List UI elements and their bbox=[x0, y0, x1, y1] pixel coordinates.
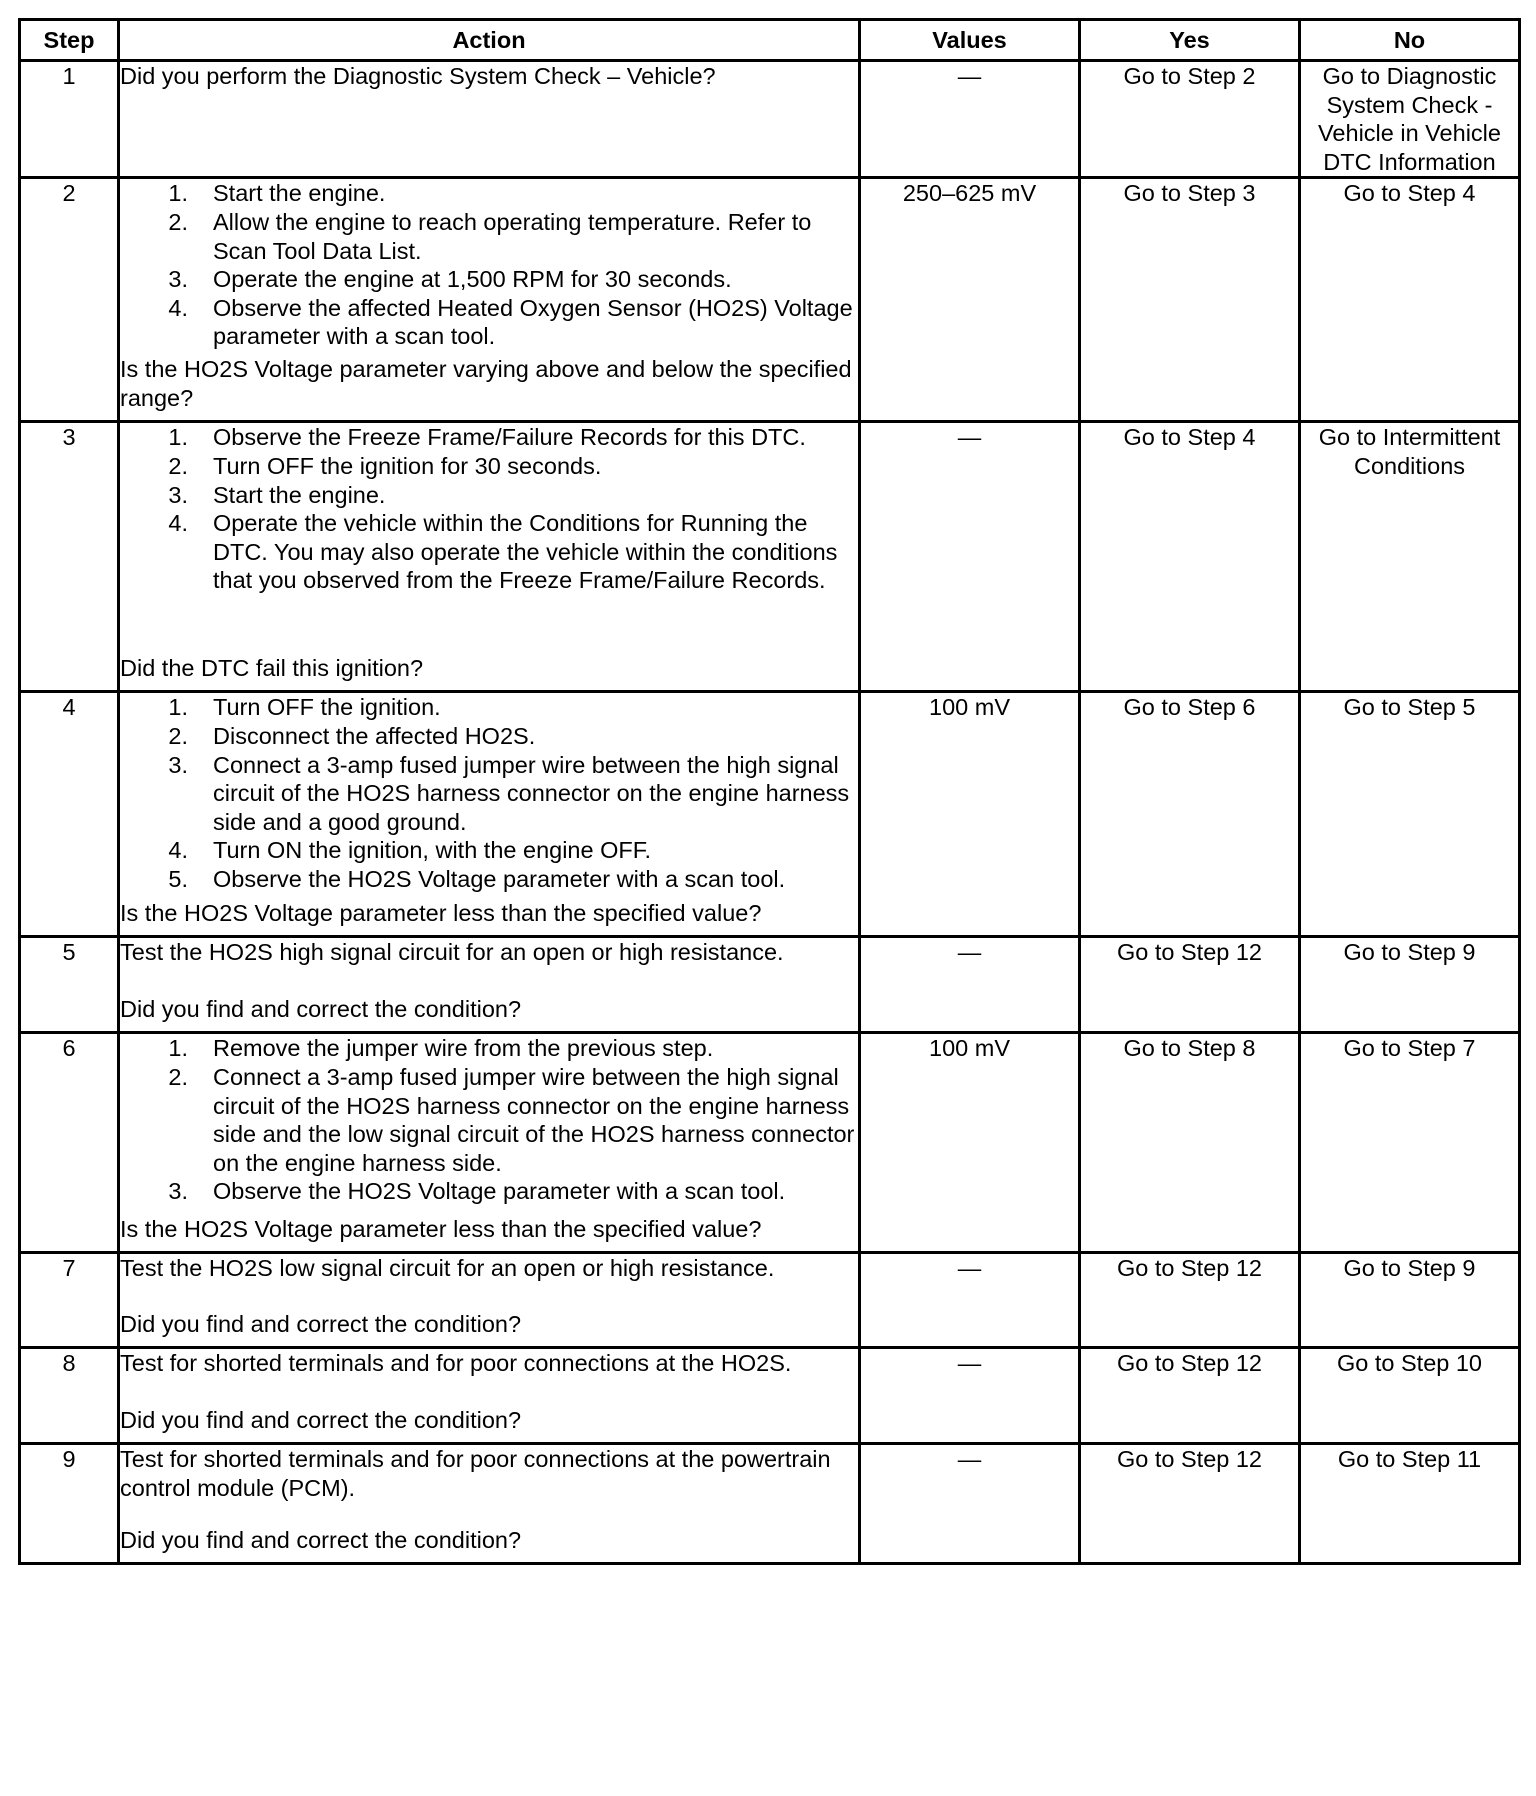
yes-cell: Go to Step 3 bbox=[1080, 178, 1300, 422]
action-intro: Test the HO2S high signal circuit for an open or high resistance. bbox=[120, 939, 784, 966]
value-cell: — bbox=[860, 1444, 1080, 1564]
action-content bbox=[120, 1034, 858, 1243]
action-content bbox=[120, 693, 858, 927]
item-text: Operate the vehicle within the Conditions for Running the DTC. You may also operate the vehicle within the conditions that you observed from the Freeze Frame/Failure Records. bbox=[213, 510, 838, 594]
no-cell: Go to Step 4 bbox=[1300, 178, 1520, 422]
value-cell: — bbox=[860, 1348, 1080, 1444]
item-text: Turn ON the ignition, with the engine OFF. bbox=[213, 837, 652, 864]
no-cell: Go to Step 7 bbox=[1300, 1033, 1520, 1253]
value-cell: — bbox=[860, 1253, 1080, 1348]
action-cell bbox=[119, 178, 860, 422]
item-number: 3. bbox=[168, 266, 188, 293]
value-cell: 100 mV bbox=[860, 1033, 1080, 1253]
item-number: 2. bbox=[168, 722, 188, 749]
action-top bbox=[120, 179, 858, 351]
action-content bbox=[120, 938, 858, 1023]
action-top bbox=[120, 62, 858, 91]
action-list-item bbox=[120, 693, 858, 722]
action-top bbox=[120, 1254, 858, 1283]
item-text: Allow the engine to reach operating temperature. Refer to Scan Tool Data List. bbox=[213, 208, 812, 264]
no-cell: Go to Step 10 bbox=[1300, 1348, 1520, 1444]
item-text: Operate the engine at 1,500 RPM for 30 seconds. bbox=[213, 266, 732, 293]
action-intro: Test the HO2S low signal circuit for an open or high resistance. bbox=[120, 1255, 775, 1282]
no-cell: Go to Step 9 bbox=[1300, 1253, 1520, 1348]
item-text: Disconnect the affected HO2S. bbox=[213, 722, 536, 749]
value-cell: 100 mV bbox=[860, 692, 1080, 937]
item-text: Start the engine. bbox=[213, 481, 386, 508]
header-yes: Yes bbox=[1080, 20, 1300, 61]
action-top bbox=[120, 1445, 858, 1502]
action-list-item bbox=[120, 179, 858, 208]
action-list-item bbox=[120, 751, 858, 837]
item-text: Start the engine. bbox=[213, 180, 386, 207]
action-list-item bbox=[120, 208, 858, 265]
action-list-item bbox=[120, 1177, 858, 1206]
step-number: 8 bbox=[20, 1348, 119, 1444]
action-top bbox=[120, 1349, 858, 1378]
action-content bbox=[120, 1254, 858, 1338]
action-top bbox=[120, 938, 858, 967]
action-top bbox=[120, 1034, 858, 1206]
item-number: 4. bbox=[168, 837, 188, 864]
item-number: 1. bbox=[168, 180, 188, 207]
action-content bbox=[120, 62, 858, 163]
action-content bbox=[120, 179, 858, 412]
no-cell: Go to Diagnostic System Check - Vehicle in Vehicle DTC Information bbox=[1300, 61, 1520, 178]
header-step: Step bbox=[20, 20, 119, 61]
table-row bbox=[20, 1033, 1520, 1253]
action-intro: Did you perform the Diagnostic System Check – Vehicle? bbox=[120, 63, 716, 89]
action-list bbox=[120, 693, 858, 893]
step-number: 3 bbox=[20, 422, 119, 692]
action-list bbox=[120, 423, 858, 595]
action-list-item bbox=[120, 1063, 858, 1177]
step-number: 1 bbox=[20, 61, 119, 178]
value-cell: — bbox=[860, 61, 1080, 178]
yes-cell: Go to Step 12 bbox=[1080, 1348, 1300, 1444]
step-number: 2 bbox=[20, 178, 119, 422]
header-values: Values bbox=[860, 20, 1080, 61]
action-list-item bbox=[120, 509, 858, 595]
yes-cell: Go to Step 6 bbox=[1080, 692, 1300, 937]
item-text: Connect a 3-amp fused jumper wire between the high signal circuit of the HO2S harness connector on the engine harness side and the low signal circuit of the HO2S harness connector on the engine harness side. bbox=[213, 1063, 855, 1176]
table-body bbox=[20, 61, 1520, 1564]
yes-cell: Go to Step 12 bbox=[1080, 1253, 1300, 1348]
table-row bbox=[20, 178, 1520, 422]
item-text: Observe the HO2S Voltage parameter with a scan tool. bbox=[213, 865, 786, 892]
header-no: No bbox=[1300, 20, 1520, 61]
action-content bbox=[120, 1445, 858, 1554]
action-list-item bbox=[120, 452, 858, 481]
diagnostic-table bbox=[18, 18, 1521, 1565]
item-number: 2. bbox=[168, 1063, 188, 1090]
action-cell bbox=[119, 1253, 860, 1348]
action-list bbox=[120, 1034, 858, 1206]
action-question: Did the DTC fail this ignition? bbox=[120, 654, 424, 681]
no-cell: Go to Intermittent Conditions bbox=[1300, 422, 1520, 692]
item-text: Remove the jumper wire from the previous step. bbox=[213, 1035, 714, 1062]
action-list-item bbox=[120, 836, 858, 865]
action-cell bbox=[119, 937, 860, 1033]
step-number: 9 bbox=[20, 1444, 119, 1564]
header-action: Action bbox=[119, 20, 860, 61]
table-row bbox=[20, 692, 1520, 937]
action-cell bbox=[119, 1348, 860, 1444]
value-cell: 250–625 mV bbox=[860, 178, 1080, 422]
item-number: 1. bbox=[168, 694, 188, 721]
table-row bbox=[20, 937, 1520, 1033]
action-content bbox=[120, 1349, 858, 1434]
action-list-item bbox=[120, 423, 858, 452]
action-top bbox=[120, 423, 858, 595]
item-text: Turn OFF the ignition. bbox=[213, 694, 441, 721]
action-top bbox=[120, 693, 858, 893]
table-row bbox=[20, 422, 1520, 692]
item-number: 1. bbox=[168, 424, 188, 451]
action-question: Did you find and correct the condition? bbox=[120, 995, 522, 1022]
action-question: Did you find and correct the condition? bbox=[120, 1526, 522, 1553]
action-question: Is the HO2S Voltage parameter less than the specified value? bbox=[120, 1215, 762, 1242]
action-cell bbox=[119, 61, 860, 178]
yes-cell: Go to Step 12 bbox=[1080, 1444, 1300, 1564]
action-question: Did you find and correct the condition? bbox=[120, 1310, 522, 1337]
action-cell bbox=[119, 422, 860, 692]
table-row bbox=[20, 1444, 1520, 1564]
step-number: 5 bbox=[20, 937, 119, 1033]
action-list-item bbox=[120, 481, 858, 510]
table-row bbox=[20, 61, 1520, 178]
yes-cell: Go to Step 4 bbox=[1080, 422, 1300, 692]
table-row bbox=[20, 1348, 1520, 1444]
item-number: 5. bbox=[168, 865, 188, 892]
item-text: Observe the affected Heated Oxygen Sensor (HO2S) Voltage parameter with a scan tool. bbox=[213, 294, 853, 350]
item-number: 4. bbox=[168, 294, 188, 321]
action-list-item bbox=[120, 294, 858, 351]
value-cell: — bbox=[860, 422, 1080, 692]
item-number: 4. bbox=[168, 510, 188, 537]
action-content bbox=[120, 423, 858, 682]
item-number: 3. bbox=[168, 481, 188, 508]
action-intro: Test for shorted terminals and for poor connections at the HO2S. bbox=[120, 1350, 792, 1377]
action-cell bbox=[119, 1033, 860, 1253]
no-cell: Go to Step 11 bbox=[1300, 1444, 1520, 1564]
item-text: Turn OFF the ignition for 30 seconds. bbox=[213, 452, 602, 479]
action-question: Is the HO2S Voltage parameter less than the specified value? bbox=[120, 899, 762, 926]
item-text: Observe the Freeze Frame/Failure Records for this DTC. bbox=[213, 424, 806, 451]
action-list-item bbox=[120, 865, 858, 894]
item-number: 3. bbox=[168, 751, 188, 778]
step-number: 4 bbox=[20, 692, 119, 937]
item-number: 1. bbox=[168, 1035, 188, 1062]
action-cell bbox=[119, 1444, 860, 1564]
item-number: 2. bbox=[168, 452, 188, 479]
item-text: Observe the HO2S Voltage parameter with a scan tool. bbox=[213, 1178, 786, 1205]
no-cell: Go to Step 9 bbox=[1300, 937, 1520, 1033]
action-question: Is the HO2S Voltage parameter varying above and below the specified range? bbox=[120, 356, 852, 411]
action-list-item bbox=[120, 265, 858, 294]
action-intro: Test for shorted terminals and for poor connections at the powertrain control module (PCM). bbox=[120, 1446, 831, 1501]
value-cell: — bbox=[860, 937, 1080, 1033]
step-number: 6 bbox=[20, 1033, 119, 1253]
step-number: 7 bbox=[20, 1253, 119, 1348]
item-number: 3. bbox=[168, 1178, 188, 1205]
action-cell bbox=[119, 692, 860, 937]
yes-cell: Go to Step 8 bbox=[1080, 1033, 1300, 1253]
action-list bbox=[120, 179, 858, 351]
no-cell: Go to Step 5 bbox=[1300, 692, 1520, 937]
yes-cell: Go to Step 12 bbox=[1080, 937, 1300, 1033]
action-list-item bbox=[120, 1034, 858, 1063]
action-list-item bbox=[120, 722, 858, 751]
item-number: 2. bbox=[168, 208, 188, 235]
yes-cell: Go to Step 2 bbox=[1080, 61, 1300, 178]
table-row bbox=[20, 1253, 1520, 1348]
header-row bbox=[20, 20, 1520, 61]
action-question: Did you find and correct the condition? bbox=[120, 1406, 522, 1433]
item-text: Connect a 3-amp fused jumper wire between the high signal circuit of the HO2S harness connector on the engine harness side and a good ground. bbox=[213, 751, 850, 835]
